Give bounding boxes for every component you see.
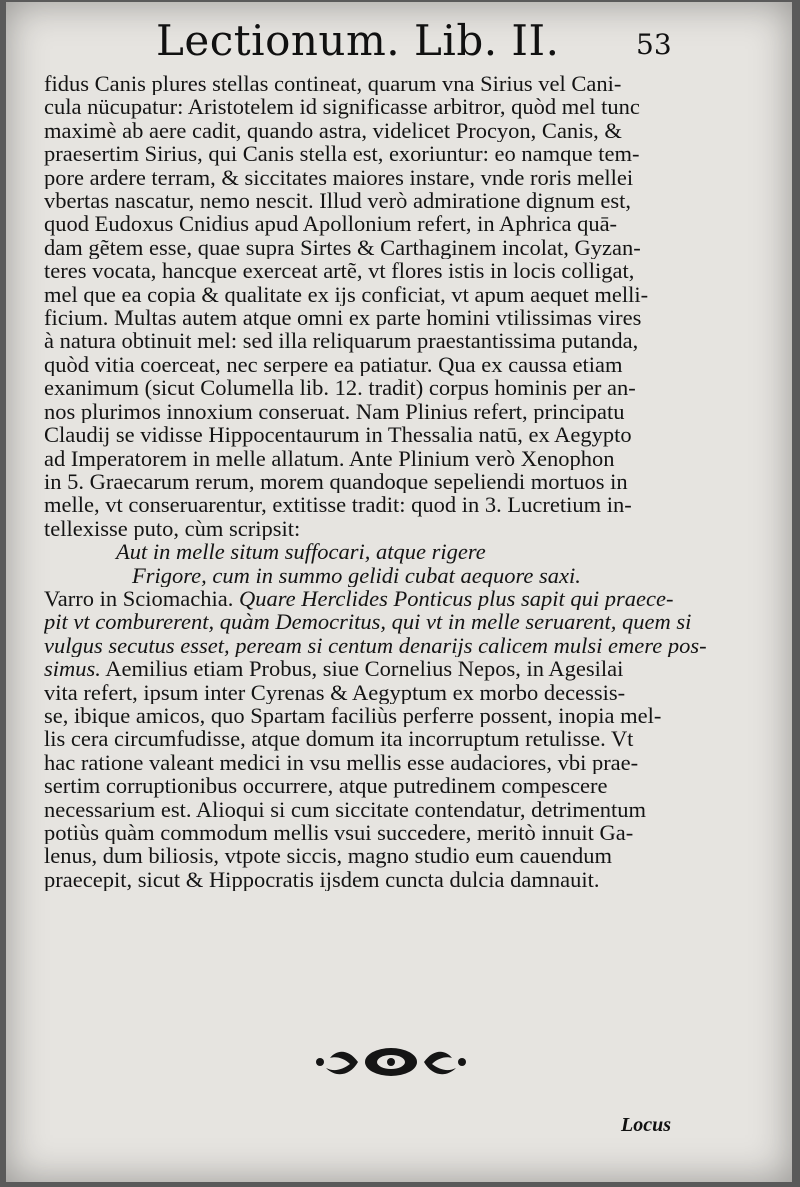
text-line: vbertas nascatur, nemo nescit. Illud verò admiratione dignum est, [44, 189, 632, 213]
quotation: Quare Herclides Ponticus plus sapit qui praece- [233, 586, 674, 611]
verse-line: Aut in melle situm suffocari, atque rigere [116, 540, 486, 564]
text-run: Aemilius etiam Probus, siue Cornelius Nepos, in Agesilai [100, 657, 624, 681]
text-line: praecepit, sicut & Hippocratis ijsdem cuncta dulcia damnauit. [44, 867, 600, 892]
text-line: praesertim Sirius, qui Canis stella est, exoriuntur: eo namque tem- [44, 142, 640, 166]
printers-ornament-icon [306, 1040, 476, 1084]
text-line: sertim corruptionibus occurrere, atque putredinem compescere [44, 774, 608, 798]
text-line: mel que ea copia & qualitate ex ijs conficiat, vt apum aequet melli- [44, 282, 649, 307]
verse-line: Frigore, cum in summo gelidi cubat aequore saxi. [132, 563, 581, 587]
text-line [44, 587, 714, 610]
quotation-line: pit vt comburerent, quàm Democritus, qui vt in melle seruarent, quem si [44, 610, 692, 634]
text-line: Claudij se vidisse Hippocentaurum in Thessalia natū, ex Aegypto [44, 423, 632, 447]
text-line: à natura obtinuit mel: sed illa reliquarum praestantissima putanda, [44, 329, 639, 353]
text-line: lis cera circumfudisse, atque domum ita incorruptum retulisse. Vt [44, 727, 634, 751]
text-line: nos plurimos innoxium conseruat. Nam Plinius refert, principatu [44, 399, 625, 424]
text-line: tellexisse puto, cùm scripsit: [44, 516, 301, 541]
book-page [6, 2, 792, 1182]
text-line: maximè ab aere cadit, quando astra, videlicet Procyon, Canis, & [44, 118, 622, 143]
text-line: vita refert, ipsum inter Cyrenas & Aegyptum ex morbo decessis- [44, 680, 626, 704]
running-head: Lectionum. Lib. II. [156, 16, 560, 65]
text-line: potiùs quàm commodum mellis vsui succedere, meritò innuit Ga- [44, 821, 634, 845]
text-line: in 5. Graecarum rerum, morem quandoque sepeliendi mortuos in [44, 469, 628, 494]
text-line: lenus, dum biliosis, vtpote siccis, magno studio eum cauendum [44, 844, 613, 868]
text-line [44, 657, 714, 680]
text-line: necessarium est. Alioqui si cum siccitate contendatur, detrimentum [44, 797, 647, 821]
text-line: teres vocata, hancque exerceat artẽ, vt flores istis in locis colligat, [44, 259, 635, 283]
text-line: cula nücupatur: Aristotelem id significasse arbitror, quòd mel tunc [44, 95, 640, 119]
text-line: hac ratione valeant medici in vsu mellis esse audaciores, vbi prae- [44, 750, 639, 775]
text-line: quod Eudoxus Cnidius apud Apollonium refert, in Aphrica quā- [44, 212, 618, 236]
text-line: se, ibique amicos, quo Spartam faciliùs perferre possent, inopia mel- [44, 703, 662, 728]
quotation: simus. [44, 657, 101, 681]
text-line: dam gẽtem esse, quae supra Sirtes & Carthaginem incolat, Gyzan- [44, 235, 641, 260]
citation-author: Varro in Sciomachia. [44, 586, 234, 611]
text-line: pore ardere terram, & siccitates maiores instare, vnde roris mellei [44, 165, 634, 190]
main-text [44, 72, 714, 891]
text-line: ad Imperatorem in melle allatum. Ante Plinium verò Xenophon [44, 446, 615, 470]
text-line: fidus Canis plures stellas contineat, quarum vna Sirius vel Cani- [44, 72, 622, 96]
text-line: melle, vt conseruarentur, extitisse tradit: quod in 3. Lucretium in- [44, 493, 632, 517]
text-line: exanimum (sicut Columella lib. 12. tradit) corpus hominis per an- [44, 376, 636, 400]
page-number: 53 [636, 28, 672, 61]
text-line: quòd vitia coerceat, nec serpere ea patiatur. Qua ex caussa etiam [44, 352, 623, 377]
quotation-line: vulgus secutus esset, peream si centum denarijs calicem mulsi emere pos- [44, 633, 707, 658]
text-line: ficium. Multas autem atque omni ex parte homini vtilissimas vires [44, 306, 642, 330]
catchword: Locus [621, 1114, 671, 1136]
